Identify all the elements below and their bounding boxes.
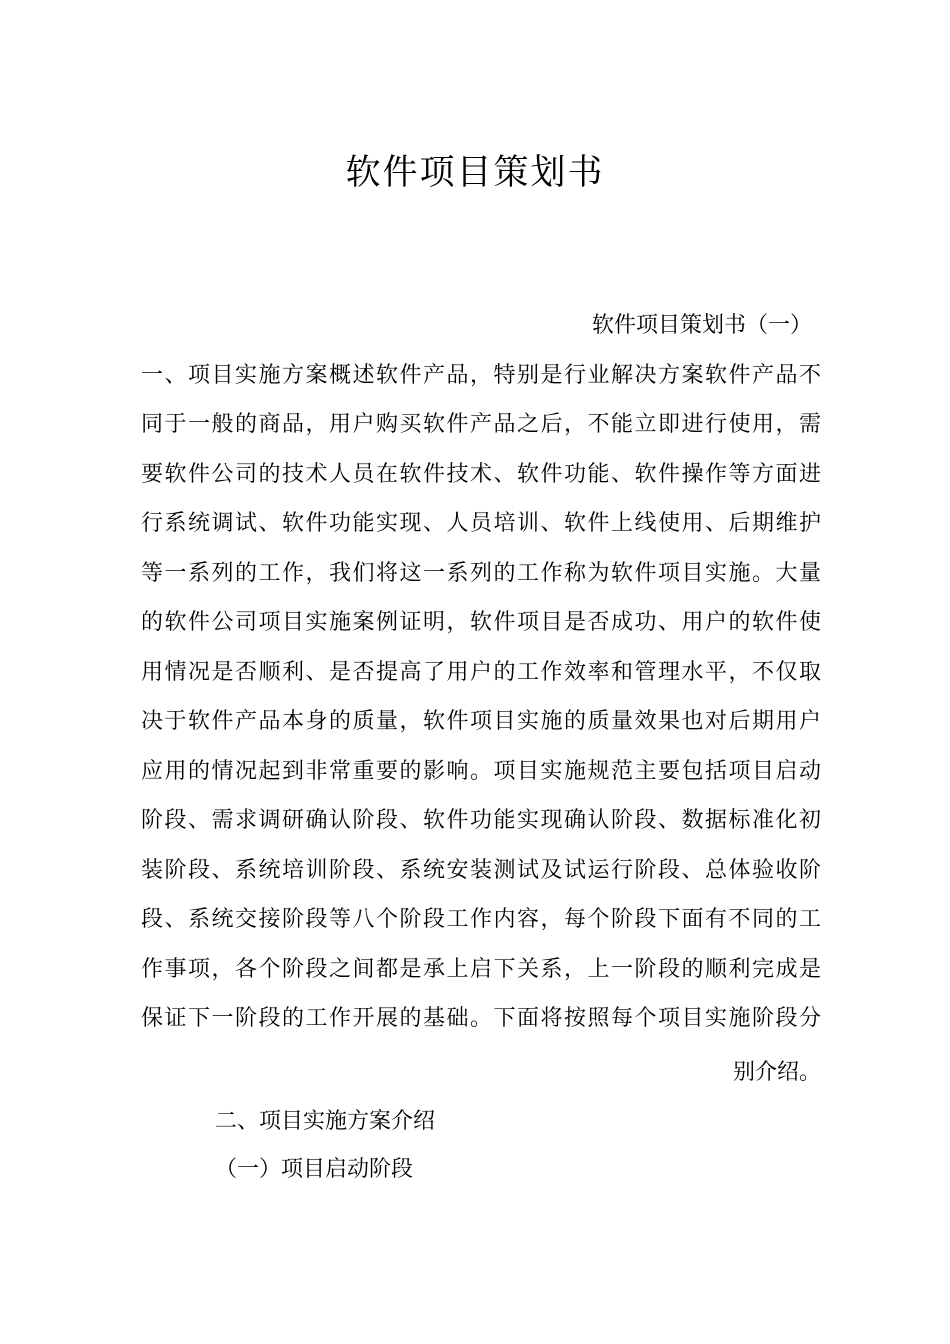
paragraph-line: 要软件公司的技术人员在软件技术、软件功能、软件操作等方面进 bbox=[141, 462, 821, 487]
paragraph-line: 作事项，各个阶段之间都是承上启下关系，上一阶段的顺利完成是 bbox=[141, 957, 821, 982]
document-title: 软件项目策划书 bbox=[345, 153, 605, 193]
paragraph-line: 行系统调试、软件功能实现、人员培训、软件上线使用、后期维护 bbox=[141, 511, 821, 536]
document-subtitle: 软件项目策划书（一） bbox=[591, 313, 812, 338]
paragraph-line: 决于软件产品本身的质量，软件项目实施的质量效果也对后期用户 bbox=[141, 709, 821, 734]
paragraph-line: 保证下一阶段的工作开展的基础。下面将按照每个项目实施阶段分 bbox=[141, 1006, 821, 1031]
paragraph-line: 装阶段、系统培训阶段、系统安装测试及试运行阶段、总体验收阶 bbox=[141, 858, 821, 883]
paragraph-line: 别介绍。 bbox=[732, 1060, 821, 1085]
paragraph-line: 的软件公司项目实施案例证明，软件项目是否成功、用户的软件使 bbox=[141, 610, 821, 635]
subsection-heading: （一）项目启动阶段 bbox=[215, 1157, 414, 1182]
paragraph-line: 同于一般的商品，用户购买软件产品之后，不能立即进行使用，需 bbox=[141, 412, 821, 437]
paragraph-line: 等一系列的工作，我们将这一系列的工作称为软件项目实施。大量 bbox=[141, 561, 821, 586]
section-heading: 二、项目实施方案介绍 bbox=[215, 1109, 436, 1134]
paragraph-line: 用情况是否顺利、是否提高了用户的工作效率和管理水平，不仅取 bbox=[141, 660, 821, 685]
paragraph-line: 阶段、需求调研确认阶段、软件功能实现确认阶段、数据标准化初 bbox=[141, 808, 821, 833]
paragraph-line: 一、项目实施方案概述软件产品，特别是行业解决方案软件产品不 bbox=[141, 363, 821, 388]
paragraph-line: 应用的情况起到非常重要的影响。项目实施规范主要包括项目启动 bbox=[141, 759, 821, 784]
paragraph-line: 段、系统交接阶段等八个阶段工作内容，每个阶段下面有不同的工 bbox=[141, 907, 821, 932]
